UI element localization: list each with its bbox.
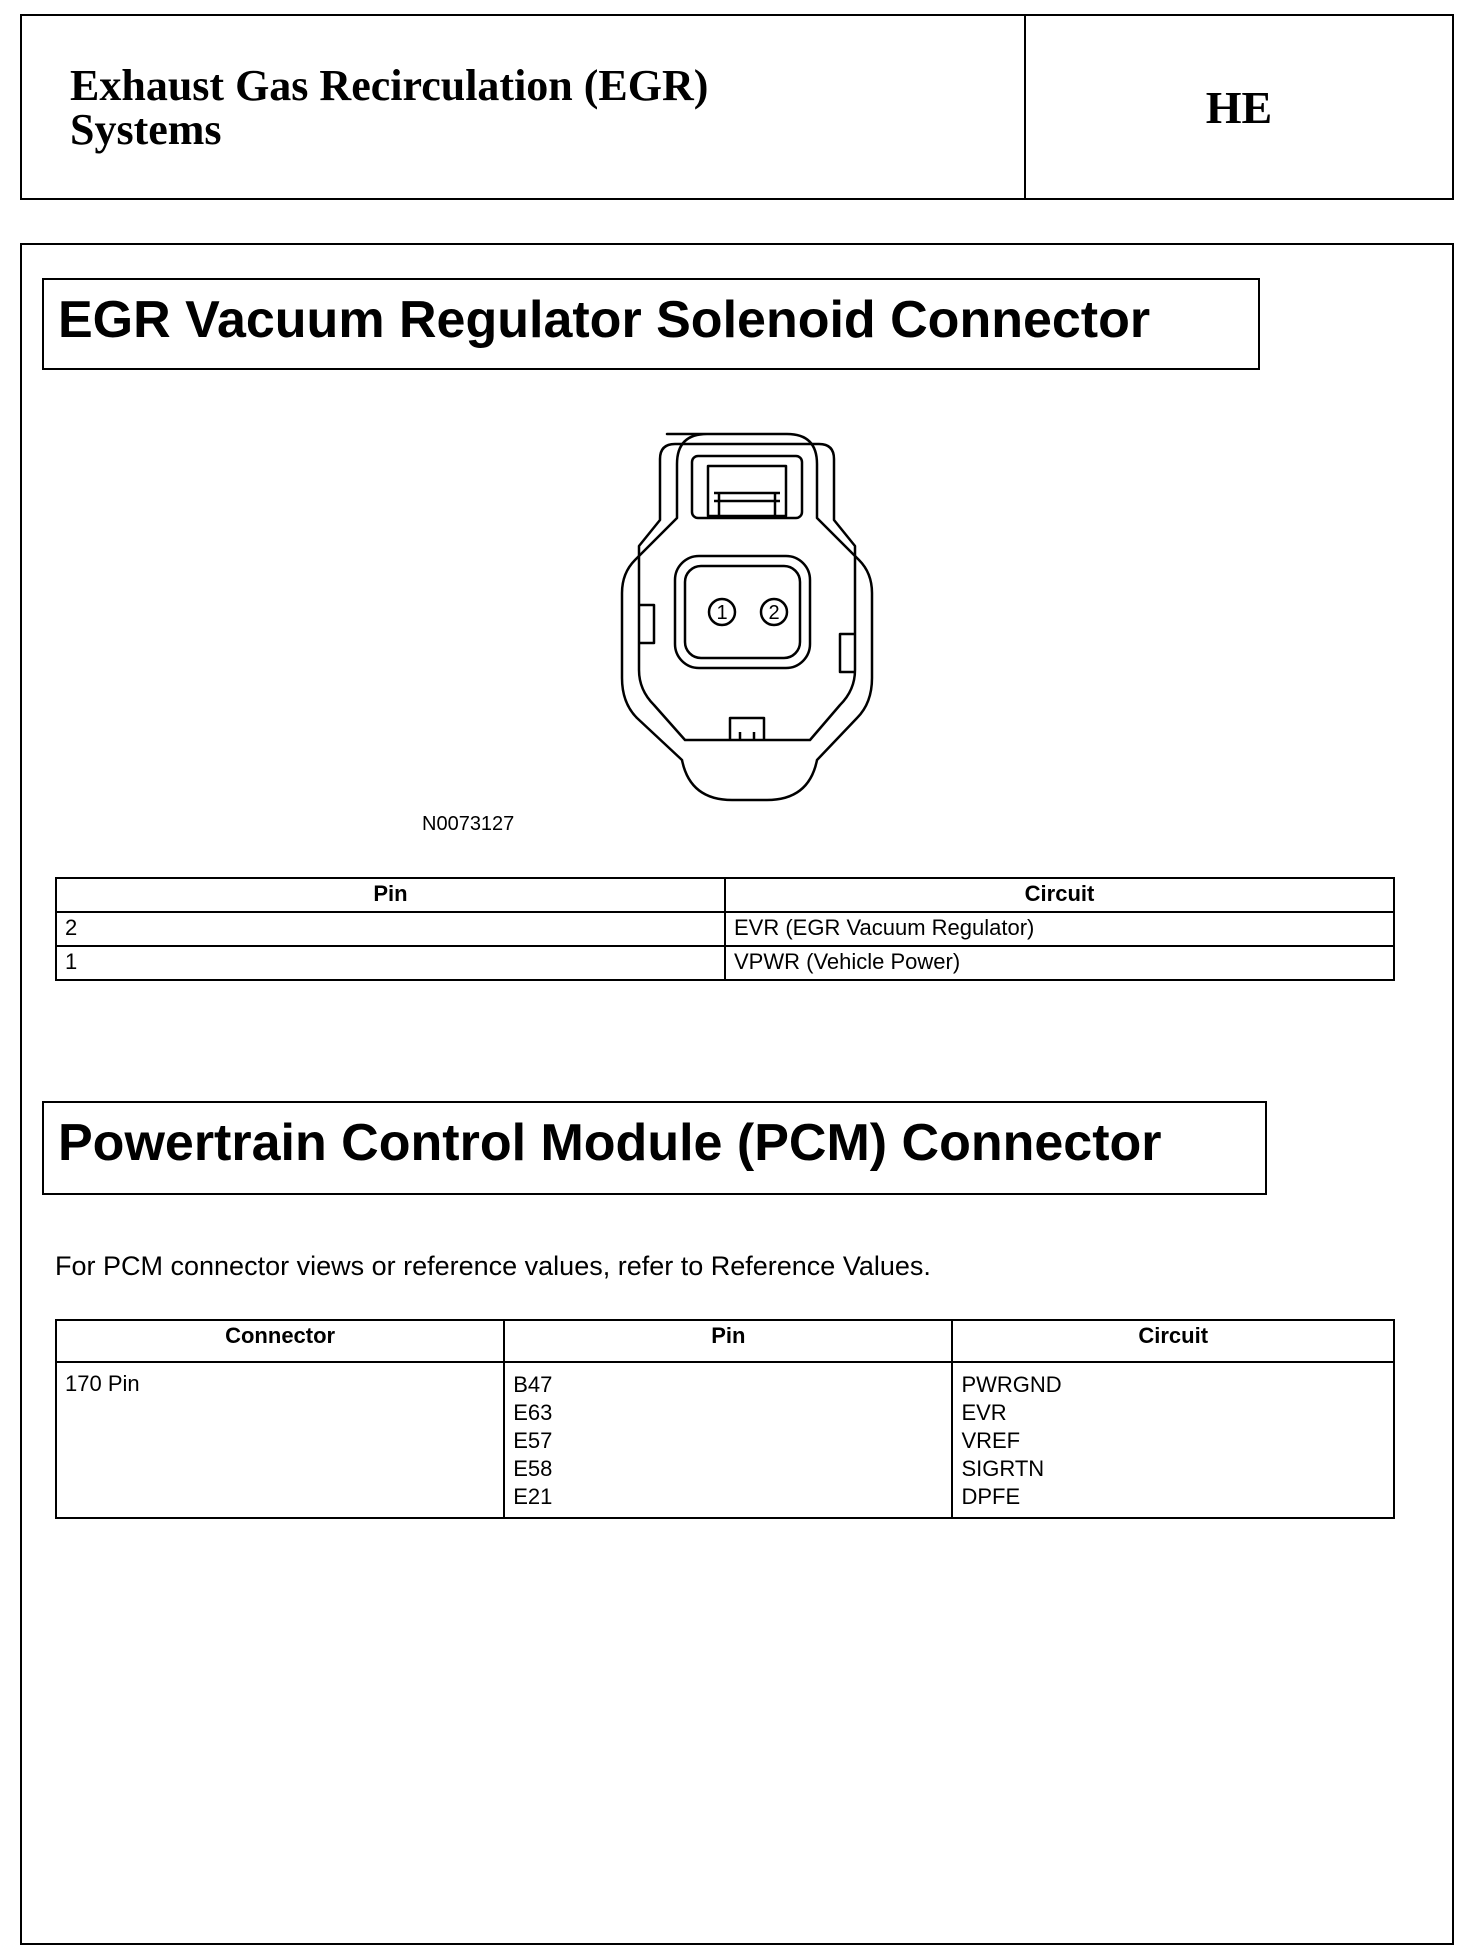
reference-note: For PCM connector views or reference values, refer to Reference Values. (55, 1251, 931, 1281)
circuit-cell: VPWR (Vehicle Power) (725, 946, 1394, 980)
table-row (56, 946, 1394, 980)
column-header-circuit: Circuit (952, 1320, 1394, 1362)
circuit-value: VREF (961, 1428, 1021, 1453)
document-title-line-2: Systems (70, 105, 222, 154)
pin-value: E21 (513, 1484, 553, 1509)
pin-list-cell (504, 1362, 952, 1518)
pin-1-label: 1 (716, 602, 728, 624)
egr-section-title: EGR Vacuum Regulator Solenoid Connector (42, 278, 1260, 370)
section-code: HE (1205, 81, 1273, 133)
pin-cell: 2 (56, 912, 725, 946)
table-row (56, 912, 1394, 946)
pin-value: B47 (513, 1372, 553, 1397)
egr-connector-diagram (572, 428, 922, 808)
circuit-value: PWRGND (961, 1372, 1062, 1397)
circuit-value: DPFE (961, 1484, 1021, 1509)
table-header-row (56, 878, 1394, 912)
pcm-pin-table (55, 1319, 1395, 1519)
circuit-value: EVR (961, 1400, 1007, 1425)
column-header-circuit: Circuit (725, 878, 1394, 912)
egr-pin-table (55, 877, 1395, 981)
pin-cell: 1 (56, 946, 725, 980)
document-title-line-1: Exhaust Gas Recirculation (EGR) (70, 61, 709, 110)
table-row (56, 1362, 1394, 1518)
connector-cell: 170 Pin (56, 1362, 504, 1518)
pin-value: E63 (513, 1400, 553, 1425)
pin-2-label: 2 (768, 602, 780, 624)
figure-id: N0073127 (422, 813, 515, 835)
pin-value: E57 (513, 1428, 553, 1453)
column-header-connector: Connector (56, 1320, 504, 1362)
circuit-value: SIGRTN (961, 1456, 1045, 1481)
column-header-pin: Pin (504, 1320, 952, 1362)
pcm-section-title: Powertrain Control Module (PCM) Connector (42, 1101, 1267, 1195)
circuit-list-cell (952, 1362, 1394, 1518)
circuit-cell: EVR (EGR Vacuum Regulator) (725, 912, 1394, 946)
document-title (22, 16, 1026, 198)
page-header (20, 14, 1454, 200)
table-header-row (56, 1320, 1394, 1362)
content-frame (20, 243, 1454, 1945)
pin-value: E58 (513, 1456, 553, 1481)
column-header-pin: Pin (56, 878, 725, 912)
